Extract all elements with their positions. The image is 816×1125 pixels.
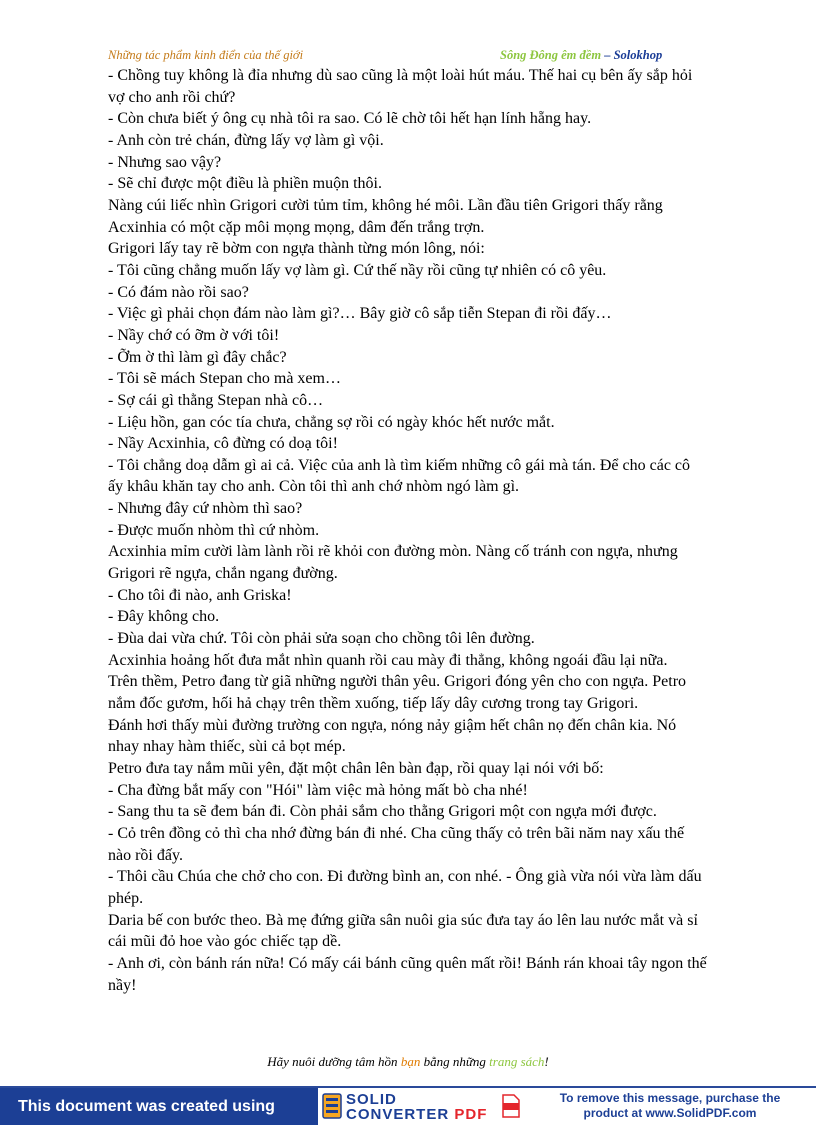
paragraph: - Anh còn trẻ chán, đừng lấy vợ làm gì vội. bbox=[108, 131, 384, 149]
paragraph: - Ỡm ờ thì làm gì đây chắc? bbox=[108, 348, 287, 366]
solid-pdf-banner bbox=[0, 1086, 816, 1125]
tagline-part-1: Hãy nuôi dưỡng tâm hồn bbox=[267, 1054, 398, 1069]
paragraph: - Cỏ trên đồng cỏ thì cha nhớ đừng bán đi nhé. Cha cũng thấy cỏ trên bãi năm nay xấu thế nào rồi đấy. bbox=[108, 824, 685, 864]
tagline-part-5: ! bbox=[544, 1054, 549, 1069]
paragraph: - Được muốn nhòm thì cứ nhòm. bbox=[108, 521, 320, 539]
paragraph: Daria bế con bước theo. Bà mẹ đứng giữa sân nuôi gia súc đưa tay áo lên lau nước mắt và sỉ cái mũi đỏ hoe vào góc chiếc tạp dề. bbox=[108, 911, 698, 951]
solidpdf-link[interactable]: www.SolidPDF.com bbox=[645, 1106, 757, 1120]
solid-logo-icon bbox=[322, 1093, 342, 1119]
paragraph: - Cha đừng bắt mấy con "Hói" làm việc mà hỏng mất bò cha nhé! bbox=[108, 781, 528, 799]
solid-converter-logo[interactable] bbox=[322, 1091, 522, 1122]
header-author: Solokhop bbox=[613, 48, 663, 62]
banner-purchase-message bbox=[530, 1091, 810, 1121]
paragraph: - Nầy chớ có ỡm ờ với tôi! bbox=[108, 326, 280, 344]
paragraph: - Sang thu ta sẽ đem bán đi. Còn phải sắm cho thằng Grigori một con ngựa mới được. bbox=[108, 803, 657, 821]
paragraph: - Cho tôi đi nào, anh Griska! bbox=[108, 586, 292, 604]
paragraph: - Sẽ chỉ được một điều là phiền muộn thôi. bbox=[108, 175, 382, 193]
tagline-part-2: bạn bbox=[400, 1054, 421, 1069]
paragraph: Grigori lấy tay rẽ bờm con ngựa thành từng món lông, nói: bbox=[108, 240, 485, 258]
paragraph: - Nhưng sao vậy? bbox=[108, 153, 222, 171]
paragraph: - Còn chưa biết ý ông cụ nhà tôi ra sao. Có lẽ chờ tôi hết hạn lính hẵng hay. bbox=[108, 110, 592, 128]
paragraph: - Tôi sẽ mách Stepan cho mà xem… bbox=[108, 370, 341, 388]
paragraph: - Tôi cũng chẳng muốn lấy vợ làm gì. Cứ thế nầy rồi cũng tự nhiên có cô yêu. bbox=[108, 261, 607, 279]
paragraph: - Đây không cho. bbox=[108, 608, 220, 626]
paragraph: - Nhưng đây cứ nhòm thì sao? bbox=[108, 500, 303, 518]
paragraph: - Liệu hồn, gan cóc tía chưa, chẳng sợ rồi có ngày khóc hết nước mắt. bbox=[108, 413, 555, 431]
header-book-info bbox=[500, 48, 662, 63]
header-separator: – bbox=[604, 48, 611, 62]
tagline-part-4: trang sách bbox=[489, 1054, 545, 1069]
document-body bbox=[108, 65, 708, 996]
paragraph: - Sợ cái gì thằng Stepan nhà cô… bbox=[108, 391, 324, 409]
footer-tagline bbox=[0, 1054, 816, 1070]
header-book-title: Sông Đông êm đềm bbox=[500, 48, 602, 62]
paragraph: Acxinhia mỉm cười làm lành rồi rẽ khỏi con đường mòn. Nàng cố tránh con ngựa, nhưng Grigori rẽ ngựa, chắn ngang đường. bbox=[108, 543, 678, 583]
paragraph: Petro đưa tay nắm mũi yên, đặt một chân lên bàn đạp, rồi quay lại nói với bố: bbox=[108, 760, 604, 777]
paragraph: - Có đám nào rồi sao? bbox=[108, 283, 249, 301]
logo-converter-word: CONVERTER bbox=[346, 1106, 450, 1123]
logo-converter-text bbox=[346, 1106, 487, 1123]
logo-pdf-word: PDF bbox=[454, 1106, 488, 1123]
paragraph: - Tôi chẳng doạ dẫm gì ai cả. Việc của anh là tìm kiếm những cô gái mà tán. Để cho các cô ấy khâu khăn tay cho anh. Còn tôi thì anh chớ nhòm ngó làm gì. bbox=[108, 456, 691, 496]
paragraph: - Đùa dai vừa chứ. Tôi còn phải sửa soạn cho chồng tôi lên đường. bbox=[108, 630, 535, 648]
paragraph: - Việc gì phải chọn đám nào làm gì?… Bây giờ cô sắp tiễn Stepan đi rồi đấy… bbox=[108, 305, 612, 323]
pdf-file-icon bbox=[502, 1094, 520, 1118]
purchase-line-1: To remove this message, purchase the bbox=[559, 1091, 781, 1105]
header-series-title: Những tác phẩm kinh điển của thế giới bbox=[108, 48, 304, 62]
tagline-part-3: bằng những bbox=[423, 1054, 486, 1069]
paragraph: Trên thềm, Petro đang từ giã những người thân yêu. Grigori đóng yên cho con ngựa. Petro nắm đốc gươm, hối hả chạy trên thềm xuống, tiếp lấy dây cương trong tay Grigori. bbox=[108, 673, 687, 713]
page-header bbox=[108, 48, 708, 66]
logo-solid-text: SOLID bbox=[346, 1091, 397, 1108]
paragraph: - Thôi cầu Chúa che chở cho con. Đi đường bình an, con nhé. - Ông già vừa nói vừa làm dấu phép. bbox=[108, 868, 702, 907]
paragraph: - Nầy Acxinhia, cô đừng có doạ tôi! bbox=[108, 435, 338, 453]
paragraph: - Chồng tuy không là đỉa nhưng dù sao cũng là một loài hút máu. Thế hai cụ bên ấy sắp hỏi vợ cho anh rồi chứ? bbox=[108, 67, 693, 106]
paragraph: Đánh hơi thấy mùi đường trường con ngựa, nóng nảy giậm hết chân nọ đến chân kia. Nó nhay nhay hàm thiếc, sùi cả bọt mép. bbox=[108, 716, 677, 756]
paragraph: Nàng cúi liếc nhìn Grigori cười tủm tỉm, không hé môi. Lần đầu tiên Grigori thấy rằng Acxinhia có một cặp môi mọng mọng, dâm đến trắng trợn. bbox=[108, 196, 663, 236]
purchase-line-2 bbox=[530, 1106, 810, 1121]
purchase-prefix: product at bbox=[583, 1106, 643, 1120]
paragraph: - Anh ơi, còn bánh rán nữa! Có mấy cái bánh cũng quên mất rồi! Bánh rán khoai tây ngon thế nầy! bbox=[108, 954, 707, 994]
banner-created-text: This document was created using bbox=[0, 1088, 318, 1125]
paragraph: Acxinhia hoảng hốt đưa mắt nhìn quanh rồi cau mày đi thẳng, không ngoái đầu lại nữa. bbox=[108, 651, 668, 669]
